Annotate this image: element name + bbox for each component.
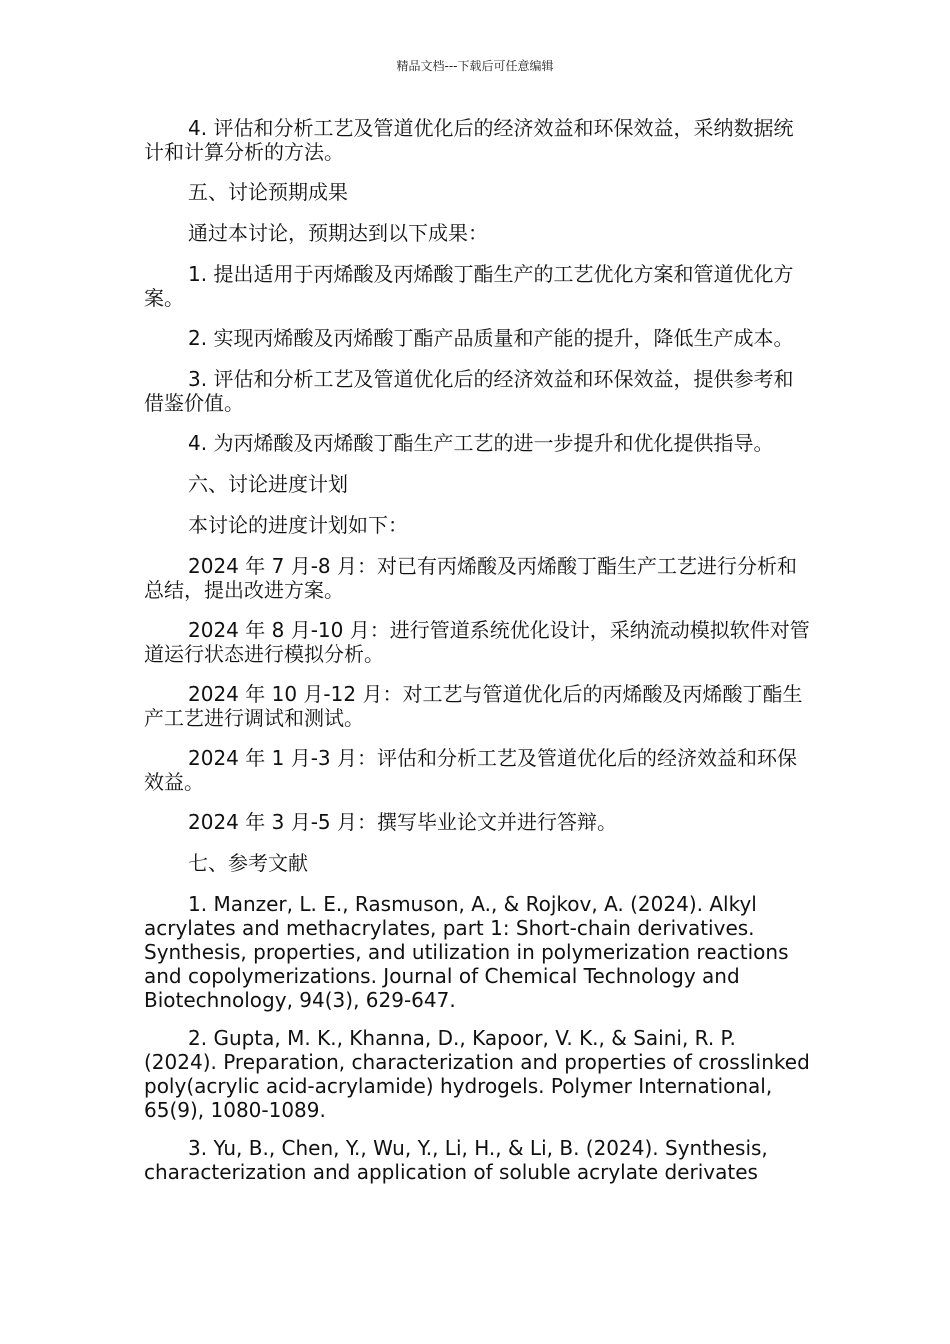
schedule-item: 2024 年 8 月-10 月：进行管道系统优化设计，采纳流动模拟软件对管道运行状态进行模拟分析。	[144, 618, 810, 666]
section-heading: 六、讨论进度计划	[188, 472, 348, 496]
paragraph: 通过本讨论，预期达到以下成果：	[188, 221, 488, 245]
schedule-item: 2024 年 10 月-12 月：对工艺与管道优化后的丙烯酸及丙烯酸丁酯生产工艺进行调试和测试。	[144, 682, 803, 730]
reference-item: 2. Gupta, M. K., Khanna, D., Kapoor, V. K., & Saini, R. P. (2024). Preparation, characterization and properties of crosslinked poly(acrylic acid-acrylamide) hydrogels. Polymer International, 65(9), 1080-1089.	[144, 1026, 810, 1122]
schedule-item: 2024 年 7 月-8 月：对已有丙烯酸及丙烯酸丁酯生产工艺进行分析和总结，提出改进方案。	[144, 554, 797, 602]
section-heading: 五、讨论预期成果	[188, 180, 348, 204]
list-item: 2. 实现丙烯酸及丙烯酸丁酯产品质量和产能的提升，降低生产成本。	[188, 326, 794, 350]
paragraph: 本讨论的进度计划如下：	[188, 513, 408, 537]
paragraph: 4. 评估和分析工艺及管道优化后的经济效益和环保效益，采纳数据统计和计算分析的方法。	[144, 116, 794, 164]
schedule-item: 2024 年 3 月-5 月：撰写毕业论文并进行答辩。	[188, 810, 617, 834]
document-body	[144, 116, 812, 1198]
page-header: 精品文档---下载后可任意编辑	[396, 59, 554, 73]
schedule-item: 2024 年 1 月-3 月：评估和分析工艺及管道优化后的经济效益和环保效益。	[144, 746, 797, 794]
list-item: 1. 提出适用于丙烯酸及丙烯酸丁酯生产的工艺优化方案和管道优化方案。	[144, 262, 794, 310]
reference-item: 3. Yu, B., Chen, Y., Wu, Y., Li, H., & Li, B. (2024). Synthesis, characterization and application of soluble acrylate derivates	[144, 1136, 768, 1184]
section-heading: 七、参考文献	[188, 851, 308, 875]
reference-item: 1. Manzer, L. E., Rasmuson, A., & Rojkov, A. (2024). Alkyl acrylates and methacrylates, part 1: Short-chain derivatives. Synthesis, properties, and utilization in polymerization reactions and copolymerizations. Journal of Chemical Technology and Biotechnology, 94(3), 629-647.	[144, 892, 789, 1012]
list-item: 4. 为丙烯酸及丙烯酸丁酯生产工艺的进一步提升和优化提供指导。	[188, 431, 774, 455]
list-item: 3. 评估和分析工艺及管道优化后的经济效益和环保效益，提供参考和借鉴价值。	[144, 367, 794, 415]
